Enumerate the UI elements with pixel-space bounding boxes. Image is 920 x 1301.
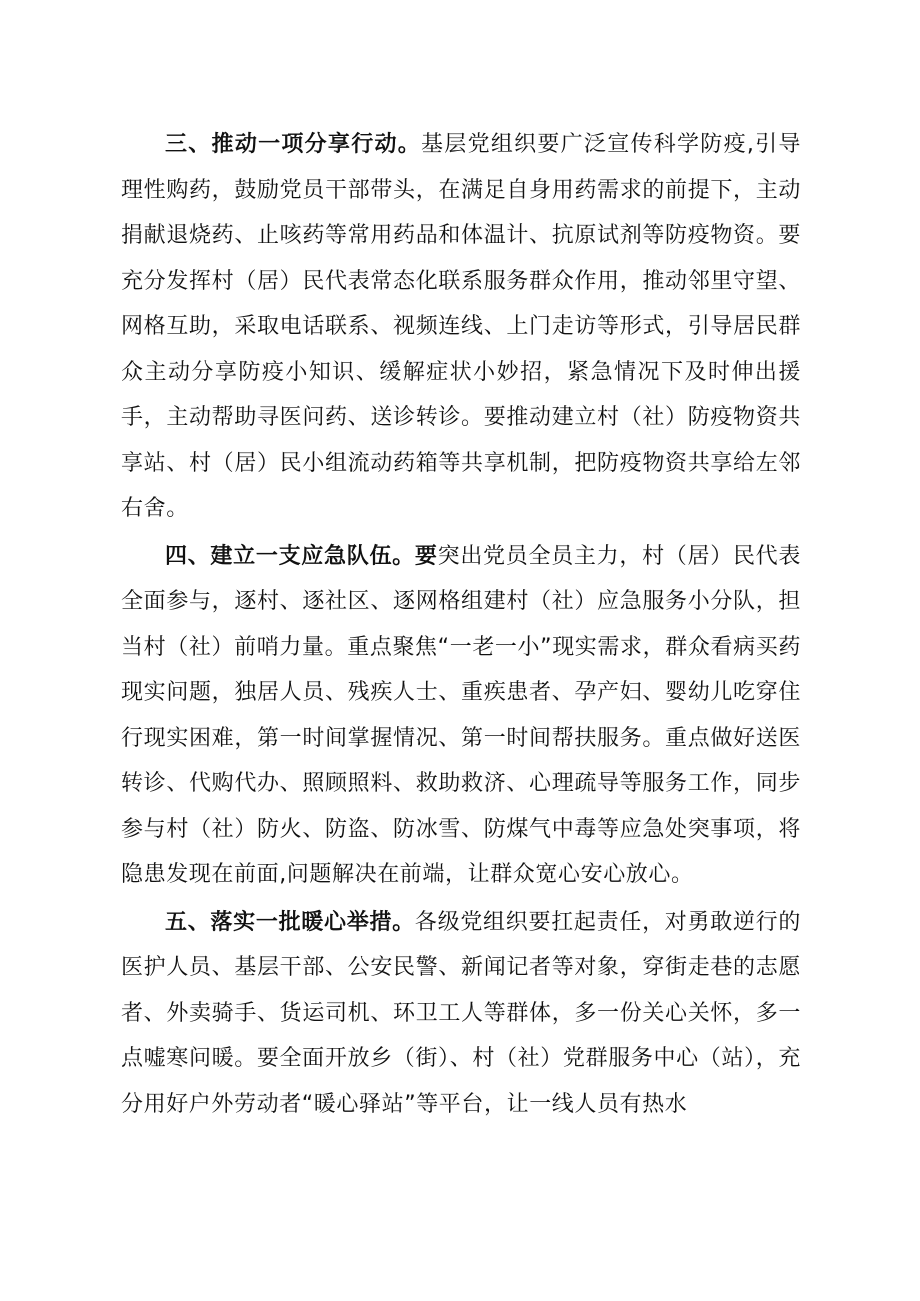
paragraph-3-heading: 三、推动一项分享行动。 — [165, 132, 422, 157]
paragraph-4-heading: 四、建立一支应急队伍。要 — [165, 543, 438, 569]
paragraph-5-body: 各级党组织要扛起责任，对勇敢逆行的医护人员、基层干部、公安民警、新闻记者等对象，穿街走巷的志愿者、外卖骑手、货运司机、环卫工人等群体，多一份关心关怀，多一点嘘寒问暖。要全面开放乡（街）、村（社）党群服务中心（站），充分用好户外劳动者“暖心驿站”等平台，让一线人员有热水 — [121, 909, 801, 1117]
paragraph-4 — [121, 534, 801, 898]
document-page — [121, 122, 801, 1129]
paragraph-3 — [121, 122, 801, 532]
paragraph-3-body: 基层党组织要广泛宣传科学防疫,引导理性购药，鼓励党员干部带头，在满足自身用药需求的前提下，主动捐献退烧药、止咳药等常用药品和体温计、抗原试剂等防疫物资。要充分发挥村（居）民代表常态化联系服务群众作用，推动邻里守望、网格互助，采取电话联系、视频连线、上门走访等形式，引导居民群众主动分享防疫小知识、缓解症状小妙招，紧急情况下及时伸出援手，主动帮助寻医问药、送诊转诊。要推动建立村（社）防疫物资共享站、村（居）民小组流动药箱等共享机制，把防疫物资共享给左邻右舍。 — [121, 132, 801, 521]
paragraph-4-body: 突出党员全员主力，村（居）民代表全面参与，逐村、逐社区、逐网格组建村（社）应急服务小分队，担当村（社）前哨力量。重点聚焦“一老一小”现实需求，群众看病买药现实问题，独居人员、残疾人士、重疾患者、孕产妇、婴幼儿吃穿住行现实困难，第一时间掌握情况、第一时间帮扶服务。重点做好送医转诊、代购代办、照顾照料、救助救济、心理疏导等服务工作，同步参与村（社）防火、防盗、防冰雪、防煤气中毒等应急处突事项，将隐患发现在前面,问题解决在前端，让群众宽心安心放心。 — [121, 543, 801, 887]
paragraph-5-heading: 五、落实一批暖心举措。 — [165, 909, 415, 935]
paragraph-5 — [121, 900, 801, 1128]
